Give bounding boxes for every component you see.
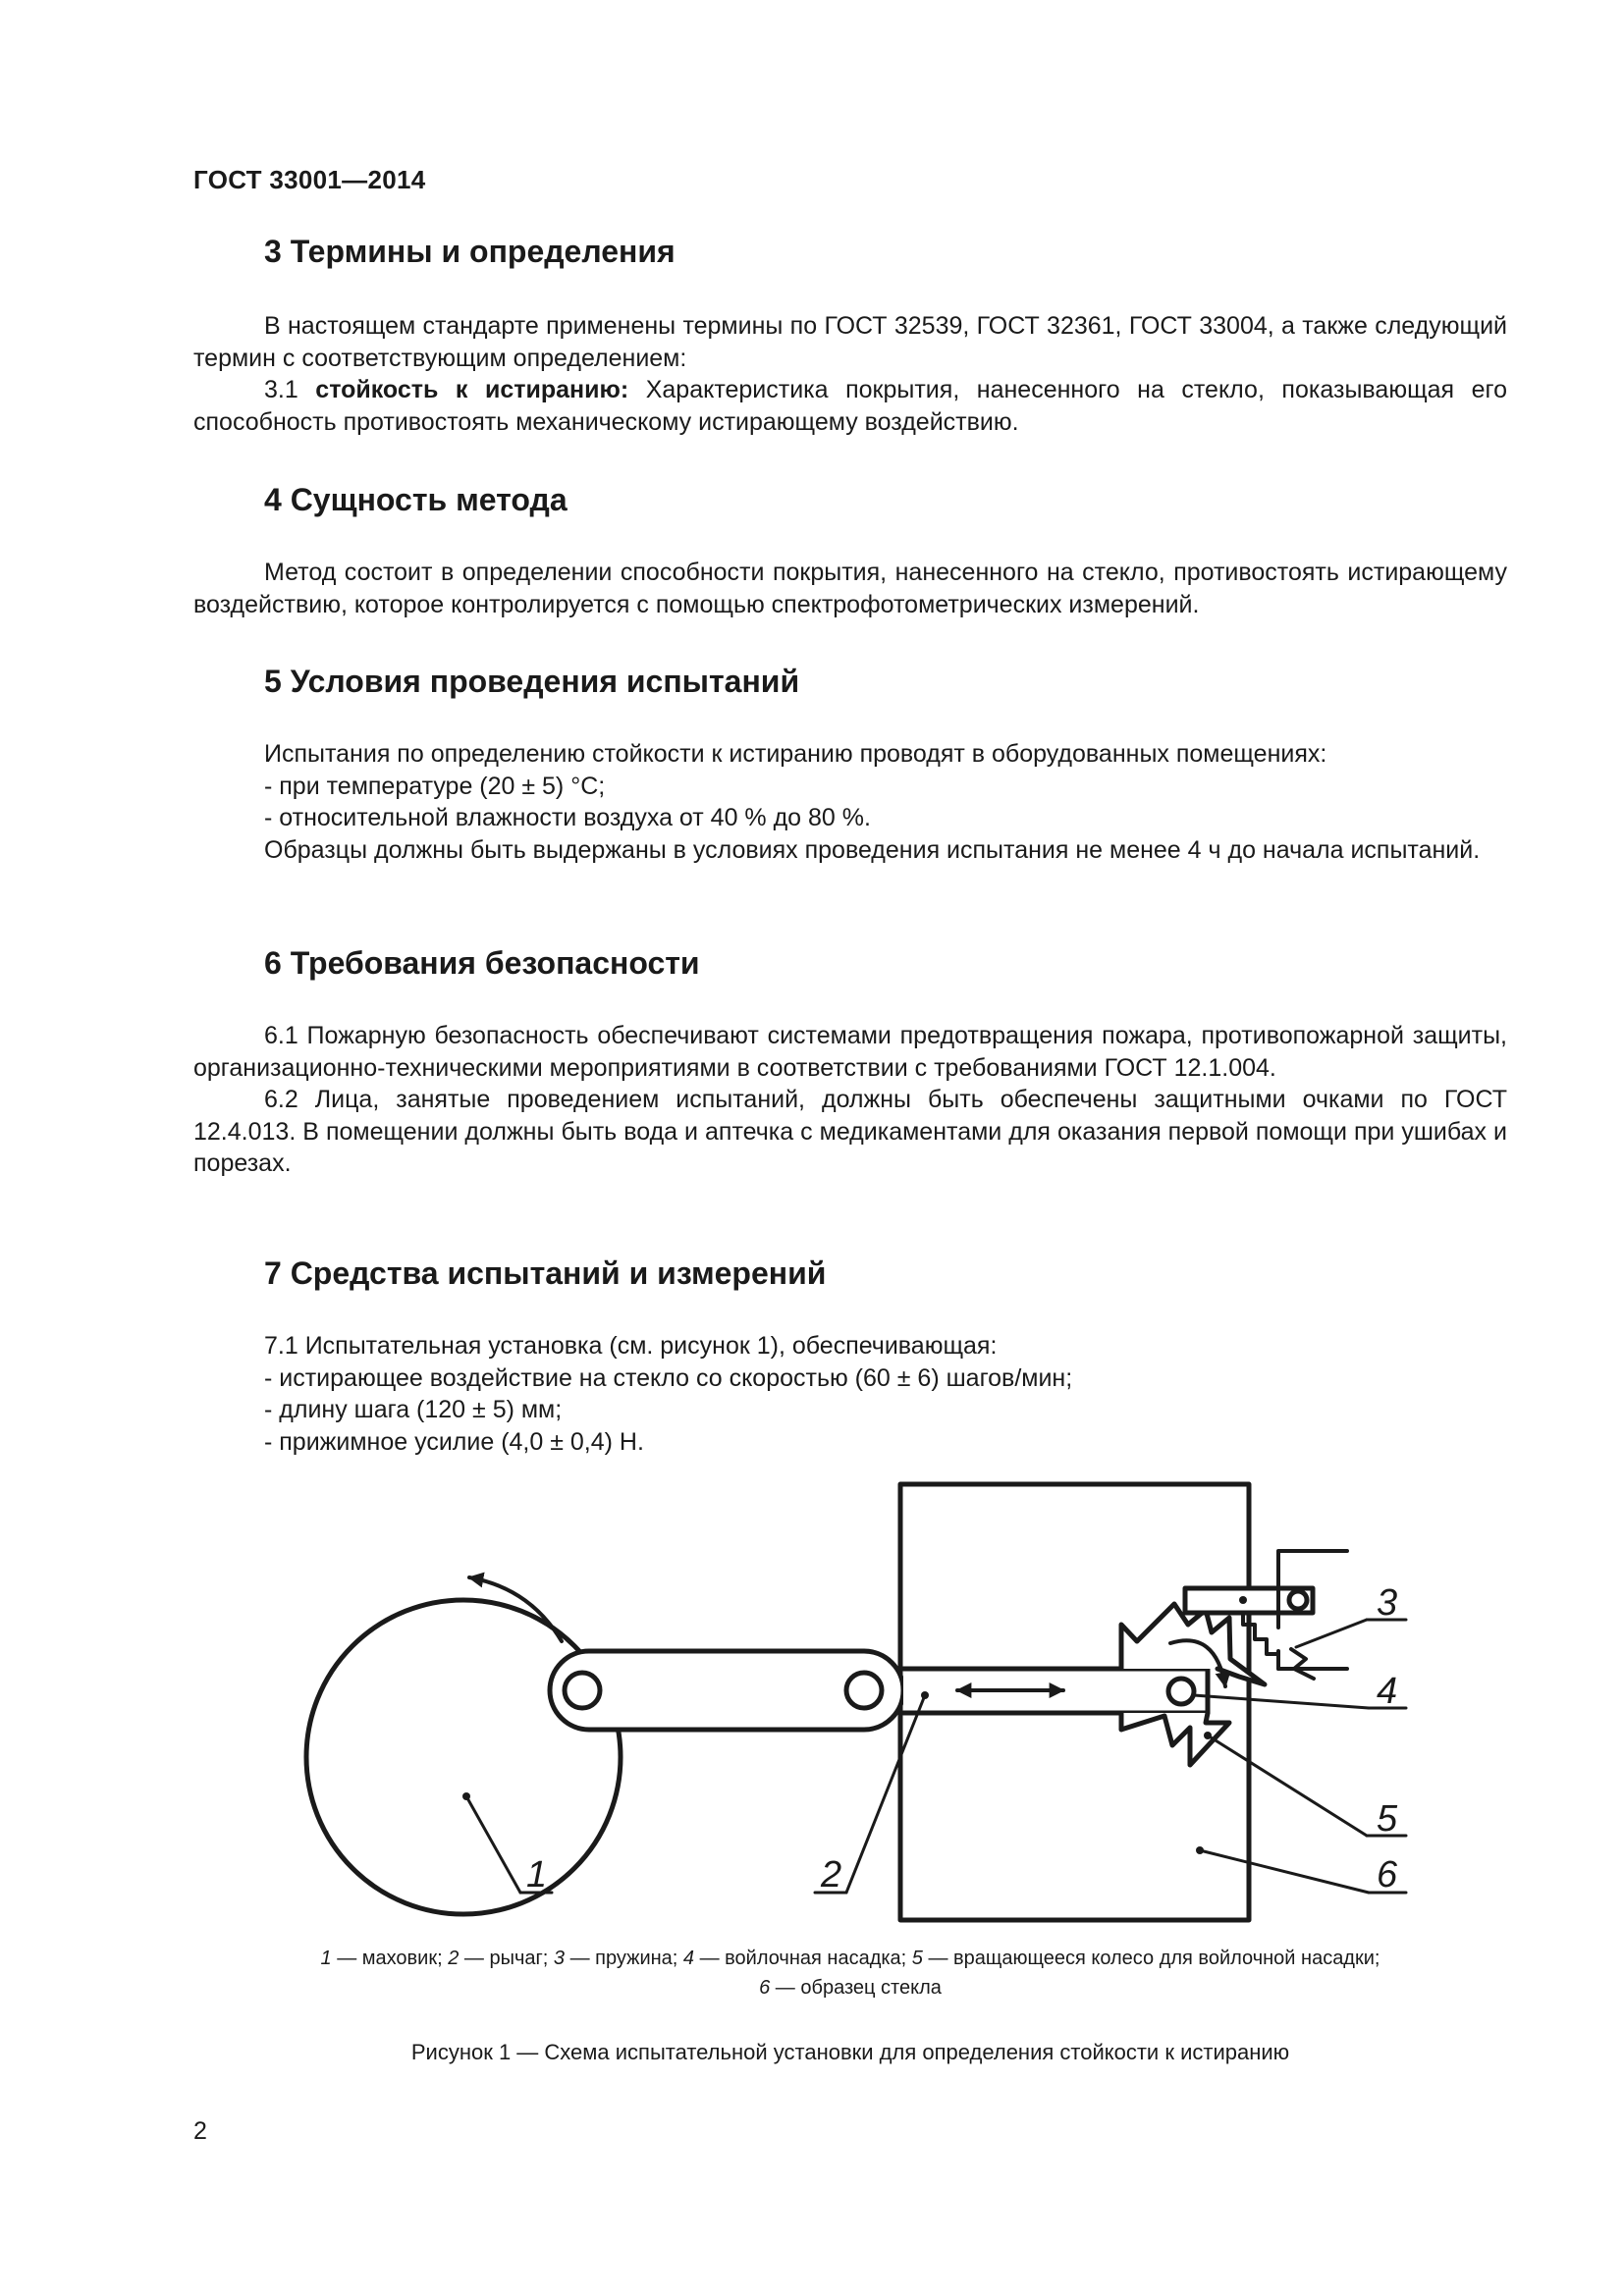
leader-line-5 (1208, 1735, 1367, 1836)
section-7-paragraph-1: 7.1 Испытательная установка (см. рисунок 1), обеспечивающая: (264, 1332, 998, 1360)
section-4-paragraph-1: Метод состоит в определении способности покрытия, нанесенного на стекло, противостоять истирающему воздействию, которое контролируется с помощью спектрофотометрических измерений. (193, 559, 1507, 618)
section-3-paragraph-1: В настоящем стандарте применены термины по ГОСТ 32539, ГОСТ 32361, ГОСТ 33004, а также следующий термин с соответствующим определением: (193, 312, 1507, 372)
lever-pivot-right (846, 1673, 882, 1708)
legend-text: — маховик; (331, 1948, 449, 1969)
definition-text: Характеристика покрытия, нанесенного на стекло, показывающая его способность противостоять механическому истирающему воздействию. (193, 376, 1507, 436)
legend-text: — рычаг; (459, 1948, 554, 1969)
legend-text: — образец стекла (770, 1977, 942, 1999)
clause-number: 3.1 (264, 376, 316, 403)
section-5-list-item-2: - относительной влажности воздуха от 40 % до 80 %. (264, 804, 871, 831)
section-7-list-item-3: - прижимное усилие (4,0 ± 0,4) Н. (264, 1427, 644, 1456)
legend-text: — войлочная насадка; (694, 1948, 912, 1969)
figure-title: Рисунок 1 — Схема испытательной установки для определения стойкости к истиранию (410, 2040, 1290, 2064)
figure-label-4: 4 (1377, 1671, 1398, 1712)
legend-number: 2 (448, 1948, 460, 1969)
section-5-title: 5 Условия проведения испытаний (264, 664, 800, 699)
section-5-paragraph-1: Испытания по определению стойкости к истиранию проводят в оборудованных помещениях: (264, 740, 1327, 768)
felt-pivot (1168, 1679, 1194, 1704)
flywheel-shape (306, 1600, 621, 1914)
figure-label-2: 2 (821, 1854, 842, 1896)
leader-line-6 (1200, 1850, 1369, 1893)
page-number: 2 (193, 2117, 207, 2145)
legend-text: — вращающееся колесо для войлочной насадки; (922, 1948, 1380, 1969)
section-5-paragraph-2: Образцы должны быть выдержаны в условиях проведения испытания не менее 4 ч до начала испытаний. (264, 835, 1481, 864)
leader-line-1 (466, 1796, 520, 1893)
section-7-title: 7 Средства испытаний и измерений (264, 1255, 827, 1291)
legend-number: 5 (911, 1948, 923, 1969)
legend-number: 6 (759, 1977, 771, 1999)
legend-text: — пружина; (565, 1948, 683, 1969)
running-header: ГОСТ 33001—2014 (193, 165, 426, 194)
section-3-title: 3 Термины и определения (264, 234, 676, 269)
section-5-list-item-1: - при температуре (20 ± 5) °С; (264, 772, 606, 800)
figure-legend (193, 1944, 1507, 2002)
figure-label-3: 3 (1377, 1582, 1398, 1624)
section-7-list-item-1: - истирающее воздействие на стекло со скоростью (60 ± 6) шагов/мин; (264, 1363, 1073, 1392)
figure-label-1: 1 (526, 1854, 548, 1896)
section-6-title: 6 Требования безопасности (264, 945, 700, 981)
spring-pin (1289, 1591, 1307, 1609)
defined-term: стойкость к истиранию: (315, 376, 629, 403)
leader-line-3 (1296, 1620, 1367, 1647)
spring-point-3 (1239, 1596, 1247, 1604)
legend-number: 4 (682, 1948, 695, 1969)
section-4-title: 4 Сущность метода (264, 482, 568, 517)
figure-label-6: 6 (1377, 1854, 1398, 1896)
section-6-paragraph-1: 6.1 Пожарную безопасность обеспечивают системами предотвращения пожара, противопожарной защиты, организационно-техническими мероприятиями в соответствии с требованиями ГОСТ 12.1.004. (193, 1022, 1507, 1082)
legend-number: 1 (320, 1948, 332, 1969)
legend-number: 3 (553, 1948, 566, 1969)
leader-line-4 (1194, 1695, 1369, 1708)
lever-pivot-left (565, 1673, 600, 1708)
section-7-list-item-2: - длину шага (120 ± 5) мм; (264, 1396, 563, 1423)
section-6-paragraph-2: 6.2 Лица, занятые проведением испытаний, должны быть обеспечены защитными очками по ГОСТ 12.4.013. В помещении должны быть вода и аптечка с медикаментами для оказания первой помощи при ушибах и порезах. (193, 1086, 1507, 1177)
spring-zigzag (1291, 1649, 1314, 1679)
figure-label-5: 5 (1377, 1798, 1398, 1840)
